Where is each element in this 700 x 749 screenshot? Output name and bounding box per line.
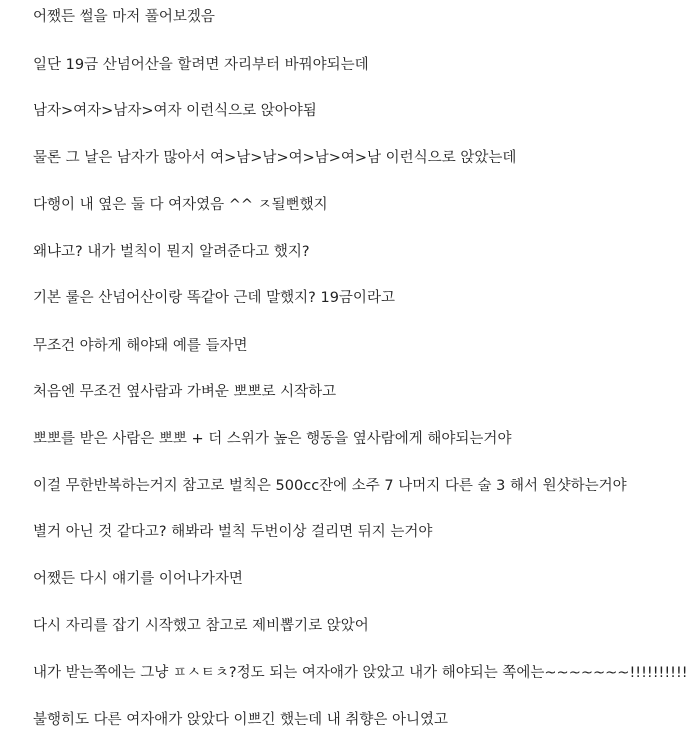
- post-line-5: 다행이 내 옆은 둘 다 여자였음 ^^ ㅈ될뻔했지: [33, 197, 328, 213]
- post-line-12: 별거 아닌 것 같다고? 해봐라 벌칙 두번이상 걸리면 뒤지 는거야: [33, 524, 433, 540]
- post-line-9: 처음엔 무조건 옆사람과 가벼운 뽀뽀로 시작하고: [33, 384, 337, 400]
- post-line-3: 남자>여자>남자>여자 이런식으로 앉아야됨: [33, 103, 317, 119]
- post-line-14: 다시 자리를 잡기 시작했고 참고로 제비뽑기로 앉았어: [33, 618, 369, 634]
- post-line-13: 어쨌든 다시 얘기를 이어나가자면: [33, 571, 243, 587]
- post-line-2: 일단 19금 산넘어산을 할려면 자리부터 바꿔야되는데: [33, 57, 369, 73]
- post-line-1: 어쨌든 썰을 마저 풀어보겠음: [33, 9, 215, 25]
- post-line-8: 무조건 야하게 해야돼 예를 들자면: [33, 338, 248, 354]
- post-line-4: 물론 그 날은 남자가 많아서 여>남>남>여>남>여>남 이런식으로 앉았는데: [33, 150, 517, 166]
- post-line-7: 기본 룰은 산넘어산이랑 똑같아 근데 말했지? 19금이라고: [33, 290, 395, 306]
- post-line-15: 내가 받는쪽에는 그냥 ㅍㅅㅌㅊ?정도 되는 여자애가 앉았고 내가 해야되는 쪽에는~~~~~~~!!!!!!!!!!: [33, 665, 688, 681]
- post-line-6: 왜냐고? 내가 벌칙이 뭔지 알려준다고 했지?: [33, 244, 310, 260]
- post-line-11: 이걸 무한반복하는거지 참고로 벌칙은 500cc잔에 소주 7 나머지 다른 술 3 해서 원샷하는거야: [33, 478, 627, 494]
- post-line-10: 뽀뽀를 받은 사람은 뽀뽀 + 더 스위가 높은 행동을 옆사람에게 해야되는거야: [33, 431, 512, 447]
- post-line-16: 불행히도 다른 여자애가 앉았다 이쁘긴 했는데 내 취향은 아니였고: [33, 712, 449, 728]
